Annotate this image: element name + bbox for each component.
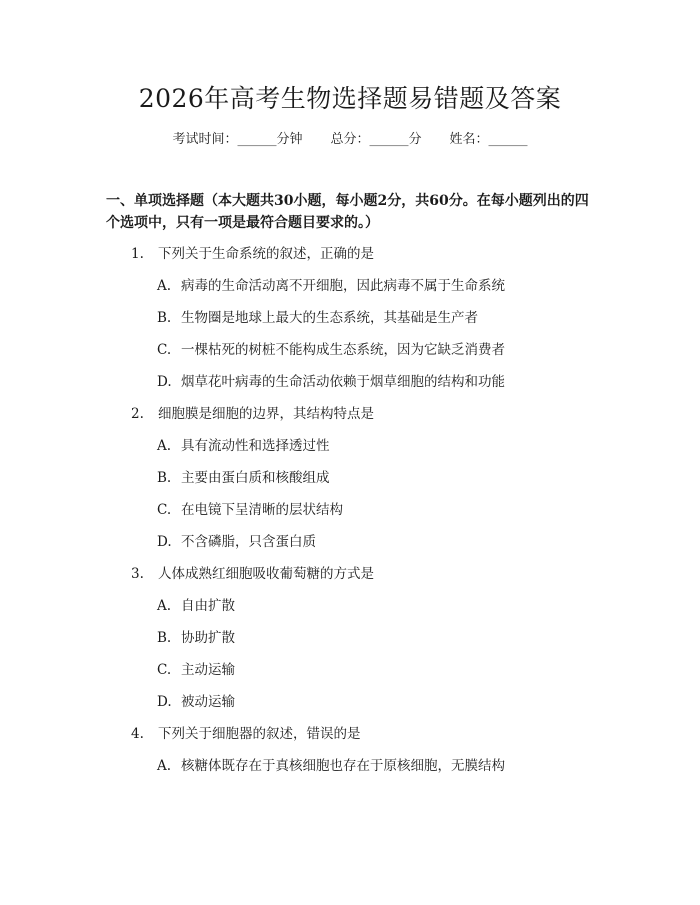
- option-text: 烟草花叶病毒的生命活动依赖于烟草细胞的结构和功能: [181, 374, 505, 390]
- time-unit: 分钟: [276, 132, 303, 147]
- question-text: 下列关于细胞器的叙述，错误的是: [158, 726, 361, 742]
- option-row: [157, 532, 316, 552]
- page-title: 2026年高考生物选择题易错题及答案: [138, 84, 562, 113]
- option-letter: D.: [157, 374, 172, 390]
- option-text: 病毒的生命活动离不开细胞，因此病毒不属于生命系统: [181, 278, 505, 294]
- option-text: 主要由蛋白质和核酸组成: [181, 470, 330, 486]
- option-text: 在电镜下呈清晰的层状结构: [181, 502, 343, 518]
- option-letter: D.: [157, 534, 172, 550]
- option-text: 生物圈是地球上最大的生态系统，其基础是生产者: [181, 310, 478, 326]
- score-unit: 分: [408, 132, 422, 147]
- option-letter: B.: [157, 310, 172, 326]
- option-text: 核糖体既存在于真核细胞也存在于原核细胞，无膜结构: [181, 758, 505, 774]
- question-number: 3.: [131, 566, 144, 582]
- question-stem: [131, 244, 374, 264]
- option-row: [157, 596, 235, 616]
- option-letter: A.: [157, 598, 172, 614]
- option-letter: C.: [157, 502, 172, 518]
- option-letter: C.: [157, 342, 172, 358]
- exam-meta-line: [0, 130, 700, 150]
- option-row: [157, 308, 478, 328]
- time-blank: ______: [237, 132, 277, 147]
- question-number: 1.: [131, 246, 144, 262]
- option-text: 自由扩散: [181, 598, 235, 614]
- question-number: 4.: [131, 726, 144, 742]
- option-letter: D.: [157, 694, 172, 710]
- option-text: 一棵枯死的树桩不能构成生态系统，因为它缺乏消费者: [181, 342, 505, 358]
- option-text: 主动运输: [181, 662, 235, 678]
- name-label: 姓名：: [449, 132, 489, 147]
- option-text: 协助扩散: [181, 630, 235, 646]
- option-row: [157, 468, 330, 488]
- option-row: [157, 500, 343, 520]
- option-row: [157, 372, 505, 392]
- option-row: [157, 660, 235, 680]
- question-number: 2.: [131, 406, 144, 422]
- option-row: [157, 692, 235, 712]
- option-row: [157, 436, 330, 456]
- question-stem: [131, 564, 374, 584]
- option-letter: A.: [157, 278, 172, 294]
- question-text: 人体成熟红细胞吸收葡萄糖的方式是: [158, 566, 374, 582]
- option-letter: C.: [157, 662, 172, 678]
- option-text: 不含磷脂，只含蛋白质: [181, 534, 316, 550]
- name-blank: ______: [488, 132, 528, 147]
- option-row: [157, 628, 235, 648]
- section-heading: 一、单项选择题（本大题共30小题，每小题2分，共60分。在每小题列出的四个选项中，只有一项是最符合题目要求的。）: [106, 193, 589, 231]
- question-text: 下列关于生命系统的叙述，正确的是: [158, 246, 374, 262]
- option-letter: A.: [157, 438, 172, 454]
- option-row: [157, 276, 505, 296]
- option-row: [157, 756, 505, 776]
- option-letter: B.: [157, 470, 172, 486]
- time-label: 考试时间：: [172, 132, 238, 147]
- question-stem: [131, 404, 374, 424]
- option-text: 具有流动性和选择透过性: [181, 438, 330, 454]
- question-text: 细胞膜是细胞的边界，其结构特点是: [158, 406, 374, 422]
- score-blank: ______: [369, 132, 409, 147]
- question-stem: [131, 724, 361, 744]
- option-letter: B.: [157, 630, 172, 646]
- option-row: [157, 340, 505, 360]
- option-letter: A.: [157, 758, 172, 774]
- option-text: 被动运输: [181, 694, 235, 710]
- score-label: 总分：: [330, 132, 370, 147]
